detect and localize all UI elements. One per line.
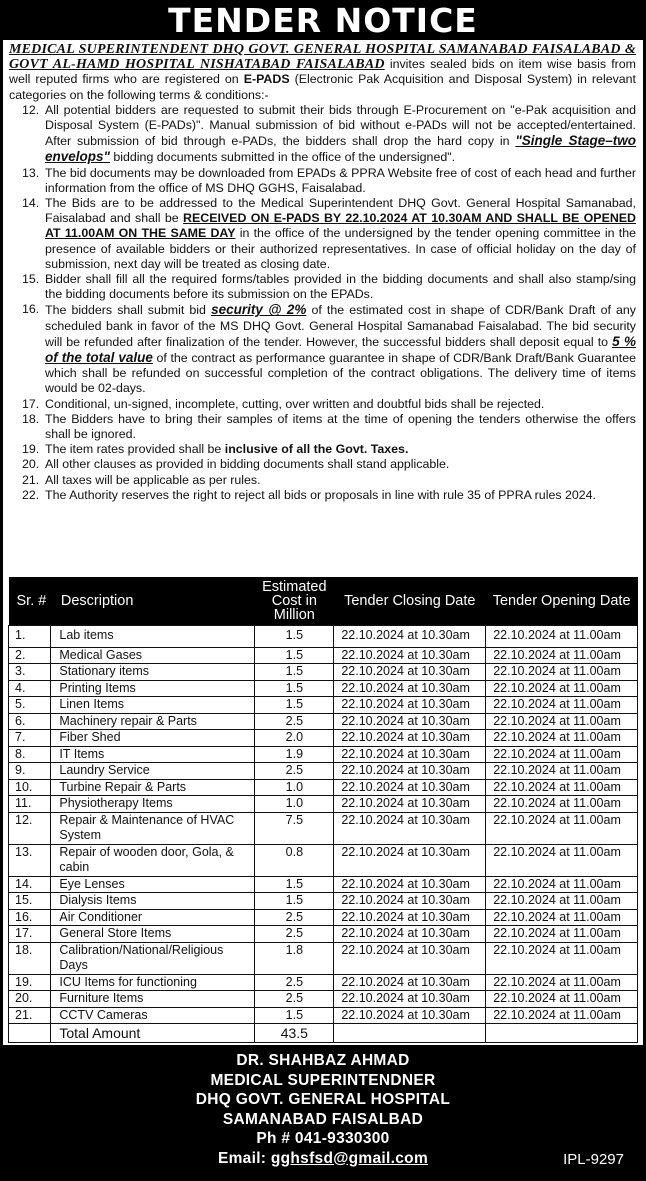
total-value: 43.5 xyxy=(255,1024,334,1043)
cell-sr: 15. xyxy=(9,893,51,910)
cell-closing-date: 22.10.2024 at 10.30am xyxy=(334,844,486,876)
cell-sr: 17. xyxy=(9,926,51,943)
cell-cost: 1.5 xyxy=(255,876,334,893)
term-text: All potential bidders are requested to submit their bids through E-Procurement on "e-Pak acquisition and Disposal System (E-PADs)". Manual submission of bid without e-PADs will not be accepted/entertained. After submission of bid through e-PADs, the bidders shall drop the hard copy in xyxy=(45,102,636,149)
signatory-designation: MEDICAL SUPERINTENDNER xyxy=(210,1071,436,1089)
cell-closing-date: 22.10.2024 at 10.30am xyxy=(334,942,486,974)
tender-items-table xyxy=(8,577,638,1043)
term-number: 13. xyxy=(22,165,40,180)
term-number: 18. xyxy=(22,411,40,426)
cell-empty xyxy=(334,1024,486,1043)
table-row xyxy=(9,626,638,648)
cell-description: Fiber Shed xyxy=(51,730,255,747)
table-row xyxy=(9,647,638,664)
cell-cost: 1.5 xyxy=(255,626,334,648)
cell-cost: 1.0 xyxy=(255,796,334,813)
term-number: 16. xyxy=(22,302,40,317)
term-item xyxy=(9,272,636,302)
cell-cost: 2.5 xyxy=(255,713,334,730)
term-text: The Bids are to be addressed to the Medical Superintendent DHQ Govt. General Hospital Samanabad, Faisalabad and shall be xyxy=(45,196,636,226)
term-item xyxy=(9,196,636,272)
term-text: All taxes will be applicable as per rules. xyxy=(45,472,261,487)
cell-description: Repair of wooden door, Gola, & cabin xyxy=(51,844,255,876)
table-row xyxy=(9,796,638,813)
cell-closing-date: 22.10.2024 at 10.30am xyxy=(334,647,486,664)
cell-opening-date: 22.10.2024 at 11.00am xyxy=(486,893,638,910)
table-row xyxy=(9,812,638,844)
cell-sr: 19. xyxy=(9,974,51,991)
cell-closing-date: 22.10.2024 at 10.30am xyxy=(334,730,486,747)
term-emphasis: inclusive of all the Govt. Taxes. xyxy=(224,442,409,457)
cell-closing-date: 22.10.2024 at 10.30am xyxy=(334,626,486,648)
signatory-name: DR. SHAHBAZ AHMAD xyxy=(236,1052,410,1069)
cell-cost: 0.8 xyxy=(255,844,334,876)
table-row xyxy=(9,844,638,876)
cell-cost: 1.5 xyxy=(255,647,334,664)
table-row xyxy=(9,926,638,943)
term-text: The Authority reserves the right to reject all bids or proposals in line with rule 35 of PPRA rules 2024. xyxy=(45,487,596,502)
signature-block xyxy=(0,1045,646,1181)
cell-sr: 2. xyxy=(9,647,51,664)
cell-cost: 1.5 xyxy=(255,893,334,910)
table-header-row xyxy=(9,577,638,626)
cell-sr: 4. xyxy=(9,680,51,697)
cell-opening-date: 22.10.2024 at 11.00am xyxy=(486,844,638,876)
cell-closing-date: 22.10.2024 at 10.30am xyxy=(334,763,486,780)
cell-cost: 1.5 xyxy=(255,664,334,681)
cell-description: ICU Items for functioning xyxy=(51,974,255,991)
term-text: The Bidders have to bring their samples of items at the time of opening the tenders otherwise the offers shall be ignored. xyxy=(45,411,636,442)
cell-cost: 2.5 xyxy=(255,974,334,991)
table-row xyxy=(9,893,638,910)
cell-opening-date: 22.10.2024 at 11.00am xyxy=(486,713,638,730)
term-item xyxy=(9,412,636,442)
term-text: Bidder shall fill all the required forms/tables provided in the bidding documents and shall also stamp/sing the bidding documents before its submission on the EPADs. xyxy=(45,272,636,302)
cell-description: Dialysis Items xyxy=(51,893,255,910)
cell-closing-date: 22.10.2024 at 10.30am xyxy=(334,876,486,893)
email-label: Email: xyxy=(217,1149,271,1167)
cell-closing-date: 22.10.2024 at 10.30am xyxy=(334,991,486,1008)
cell-closing-date: 22.10.2024 at 10.30am xyxy=(334,680,486,697)
term-number: 15. xyxy=(22,272,40,287)
term-item xyxy=(9,103,636,166)
cell-closing-date: 22.10.2024 at 10.30am xyxy=(334,812,486,844)
cell-sr: 1. xyxy=(9,626,51,648)
term-text: bidding documents submitted in the office of the undersigned". xyxy=(109,150,456,165)
cell-cost: 1.8 xyxy=(255,942,334,974)
cell-cost: 7.5 xyxy=(255,812,334,844)
intro-epads: E-PADS xyxy=(243,72,290,87)
cell-opening-date: 22.10.2024 at 11.00am xyxy=(486,926,638,943)
cell-opening-date: 22.10.2024 at 11.00am xyxy=(486,647,638,664)
col-header-description: Description xyxy=(51,577,255,626)
table-row xyxy=(9,763,638,780)
cell-closing-date: 22.10.2024 at 10.30am xyxy=(334,926,486,943)
term-number: 17. xyxy=(22,396,40,411)
notice-title: TENDER NOTICE xyxy=(168,1,478,40)
cell-empty xyxy=(486,1024,638,1043)
cell-cost: 1.5 xyxy=(255,680,334,697)
table-row xyxy=(9,664,638,681)
cell-opening-date: 22.10.2024 at 11.00am xyxy=(486,779,638,796)
table-row xyxy=(9,697,638,714)
cell-sr: 9. xyxy=(9,763,51,780)
cell-cost: 2.5 xyxy=(255,763,334,780)
table-body xyxy=(9,626,638,1043)
cell-description: Air Conditioner xyxy=(51,909,255,926)
cell-opening-date: 22.10.2024 at 11.00am xyxy=(486,812,638,844)
table-row xyxy=(9,942,638,974)
cell-closing-date: 22.10.2024 at 10.30am xyxy=(334,893,486,910)
term-item xyxy=(9,397,636,412)
notice-header xyxy=(0,0,646,40)
cell-description: Eye Lenses xyxy=(51,876,255,893)
cell-closing-date: 22.10.2024 at 10.30am xyxy=(334,697,486,714)
col-header-closing: Tender Closing Date xyxy=(334,577,486,626)
table-row xyxy=(9,1007,638,1024)
cell-sr: 20. xyxy=(9,991,51,1008)
term-text: The item rates provided shall be xyxy=(45,442,225,457)
table-row xyxy=(9,974,638,991)
col-header-opening: Tender Opening Date xyxy=(486,577,638,626)
cell-description: Repair & Maintenance of HVAC System xyxy=(51,812,255,844)
email-link[interactable]: gghsfsd@gmail.com xyxy=(270,1149,429,1167)
cell-sr: 14. xyxy=(9,876,51,893)
term-number: 22. xyxy=(22,487,40,502)
cell-cost: 1.5 xyxy=(255,697,334,714)
cell-sr: 11. xyxy=(9,796,51,813)
cell-opening-date: 22.10.2024 at 11.00am xyxy=(486,680,638,697)
term-text: in the office of the undersigned by the tender opening committee in the presence of available bidders or their authorized representatives. In case of official holiday on the day of submission, next day will be treated as closing date. xyxy=(45,226,636,271)
term-number: 19. xyxy=(22,442,40,457)
term-number: 14. xyxy=(22,196,40,211)
total-label: Total Amount xyxy=(51,1024,255,1043)
cell-description: Laundry Service xyxy=(51,763,255,780)
cell-sr: 3. xyxy=(9,664,51,681)
cell-sr: 16. xyxy=(9,909,51,926)
table-row xyxy=(9,876,638,893)
cell-sr: 7. xyxy=(9,730,51,747)
term-text: of the estimated cost in shape of CDR/Bank Draft of any scheduled bank in favor of the MS DHQ Govt. General Hospital Samanabad Faisalabad. The bid security will be refunded after finalization of the tender. However, the successful bidders shall deposit equal to xyxy=(45,303,636,349)
cell-opening-date: 22.10.2024 at 11.00am xyxy=(486,974,638,991)
cell-opening-date: 22.10.2024 at 11.00am xyxy=(486,876,638,893)
cell-description: Lab items xyxy=(51,626,255,648)
signatory-organization: DHQ GOVT. GENERAL HOSPITAL xyxy=(195,1091,451,1108)
cell-cost: 1.9 xyxy=(255,746,334,763)
cell-cost: 2.5 xyxy=(255,909,334,926)
notice-body xyxy=(3,40,643,1045)
cell-description: Machinery repair & Parts xyxy=(51,713,255,730)
cell-description: Furniture Items xyxy=(51,991,255,1008)
cell-opening-date: 22.10.2024 at 11.00am xyxy=(486,697,638,714)
cell-closing-date: 22.10.2024 at 10.30am xyxy=(334,974,486,991)
signatory-phone: Ph # 041-9330300 xyxy=(256,1130,390,1147)
reference-number: IPL-9297 xyxy=(563,1151,624,1168)
term-item xyxy=(9,166,636,196)
term-emphasis: 5 % of the total value xyxy=(45,333,636,366)
cell-cost: 2.5 xyxy=(255,991,334,1008)
cell-closing-date: 22.10.2024 at 10.30am xyxy=(334,664,486,681)
cell-sr-empty xyxy=(9,1024,51,1043)
cell-description: Physiotherapy Items xyxy=(51,796,255,813)
cell-cost: 1.5 xyxy=(255,1007,334,1024)
cell-opening-date: 22.10.2024 at 11.00am xyxy=(486,664,638,681)
cell-cost: 1.0 xyxy=(255,779,334,796)
cell-description: Calibration/National/Religious Days xyxy=(51,942,255,974)
table-row xyxy=(9,680,638,697)
cell-opening-date: 22.10.2024 at 11.00am xyxy=(486,796,638,813)
cell-description: General Store Items xyxy=(51,926,255,943)
signatory-email-line xyxy=(0,1149,646,1169)
cell-opening-date: 22.10.2024 at 11.00am xyxy=(486,626,638,648)
term-item xyxy=(9,457,636,472)
cell-sr: 10. xyxy=(9,779,51,796)
intro-text-1: invites sealed bids on item wise basis from well reputed firms who are registered on xyxy=(9,57,636,87)
term-number: 21. xyxy=(22,472,40,487)
term-text: Conditional, un-signed, incomplete, cutting, over written and doubtful bids shall be rejected. xyxy=(45,396,545,411)
table-row xyxy=(9,779,638,796)
table-row xyxy=(9,713,638,730)
intro-paragraph xyxy=(9,42,636,103)
signatory-location: SAMANABAD FAISALBAD xyxy=(222,1110,424,1128)
cell-sr: 8. xyxy=(9,746,51,763)
cell-closing-date: 22.10.2024 at 10.30am xyxy=(334,796,486,813)
cell-sr: 6. xyxy=(9,713,51,730)
cell-cost: 2.5 xyxy=(255,926,334,943)
term-item xyxy=(9,488,636,503)
intro-text-2: (Electronic Pak Acquisition and Disposal System) in relevant categories on the following terms & conditions:- xyxy=(9,72,637,102)
cell-closing-date: 22.10.2024 at 10.30am xyxy=(334,1007,486,1024)
cell-description: Medical Gases xyxy=(51,647,255,664)
cell-sr: 5. xyxy=(9,697,51,714)
cell-description: IT Items xyxy=(51,746,255,763)
term-text: of the contract as performance guarantee in shape of CDR/Bank Draft/Bank Guarantee which shall be refunded on successful completion of the contract obligations. The delivery time of items would be 02-days. xyxy=(45,351,636,396)
term-emphasis: "Single Stage–two envelops" xyxy=(45,133,637,165)
cell-opening-date: 22.10.2024 at 11.00am xyxy=(486,730,638,747)
cell-opening-date: 22.10.2024 at 11.00am xyxy=(486,763,638,780)
cell-closing-date: 22.10.2024 at 10.30am xyxy=(334,909,486,926)
table-row xyxy=(9,746,638,763)
cell-description: Turbine Repair & Parts xyxy=(51,779,255,796)
issuer-name: MEDICAL SUPERINTENDENT DHQ GOVT. GENERAL HOSPITAL SAMANABAD FAISALABAD & GOVT AL-HAMD HOSPITAL NISHATABAD FAISALABAD xyxy=(9,42,636,73)
term-item xyxy=(9,473,636,488)
cell-description: Printing Items xyxy=(51,680,255,697)
cell-sr: 18. xyxy=(9,942,51,974)
table-row xyxy=(9,991,638,1008)
cell-description: CCTV Cameras xyxy=(51,1007,255,1024)
cell-description: Linen Items xyxy=(51,697,255,714)
term-item xyxy=(9,302,636,396)
col-header-cost: Estimated Cost in Million xyxy=(255,577,334,626)
term-text: All other clauses as provided in bidding documents shall stand applicable. xyxy=(45,457,450,472)
cell-sr: 21. xyxy=(9,1007,51,1024)
cell-closing-date: 22.10.2024 at 10.30am xyxy=(334,746,486,763)
cell-opening-date: 22.10.2024 at 11.00am xyxy=(486,909,638,926)
cell-opening-date: 22.10.2024 at 11.00am xyxy=(486,1007,638,1024)
cell-closing-date: 22.10.2024 at 10.30am xyxy=(334,779,486,796)
cell-cost: 2.0 xyxy=(255,730,334,747)
term-item xyxy=(9,442,636,457)
col-header-sr: Sr. # xyxy=(9,577,51,626)
term-number: 20. xyxy=(22,457,40,472)
cell-sr: 12. xyxy=(9,812,51,844)
cell-opening-date: 22.10.2024 at 11.00am xyxy=(486,991,638,1008)
term-text: The bidders shall submit bid xyxy=(45,303,212,318)
cell-opening-date: 22.10.2024 at 11.00am xyxy=(486,942,638,974)
table-row xyxy=(9,909,638,926)
cell-description: Stationary items xyxy=(51,664,255,681)
terms-list xyxy=(9,103,636,503)
term-emphasis: RECEIVED ON E-PADS BY 22.10.2024 AT 10.30AM AND SHALL BE OPENED AT 11.00AM ON THE SAME DAY xyxy=(45,211,636,241)
table-row xyxy=(9,730,638,747)
term-text: The bid documents may be downloaded from EPADs & PPRA Website free of cost of each head and further information from the office of MS DHQ GGHS, Faisalabad. xyxy=(45,165,636,195)
term-number: 12. xyxy=(22,102,40,117)
term-emphasis: security @ 2% xyxy=(211,302,307,318)
cell-closing-date: 22.10.2024 at 10.30am xyxy=(334,713,486,730)
cell-opening-date: 22.10.2024 at 11.00am xyxy=(486,746,638,763)
total-row xyxy=(9,1024,638,1043)
cell-sr: 13. xyxy=(9,844,51,876)
